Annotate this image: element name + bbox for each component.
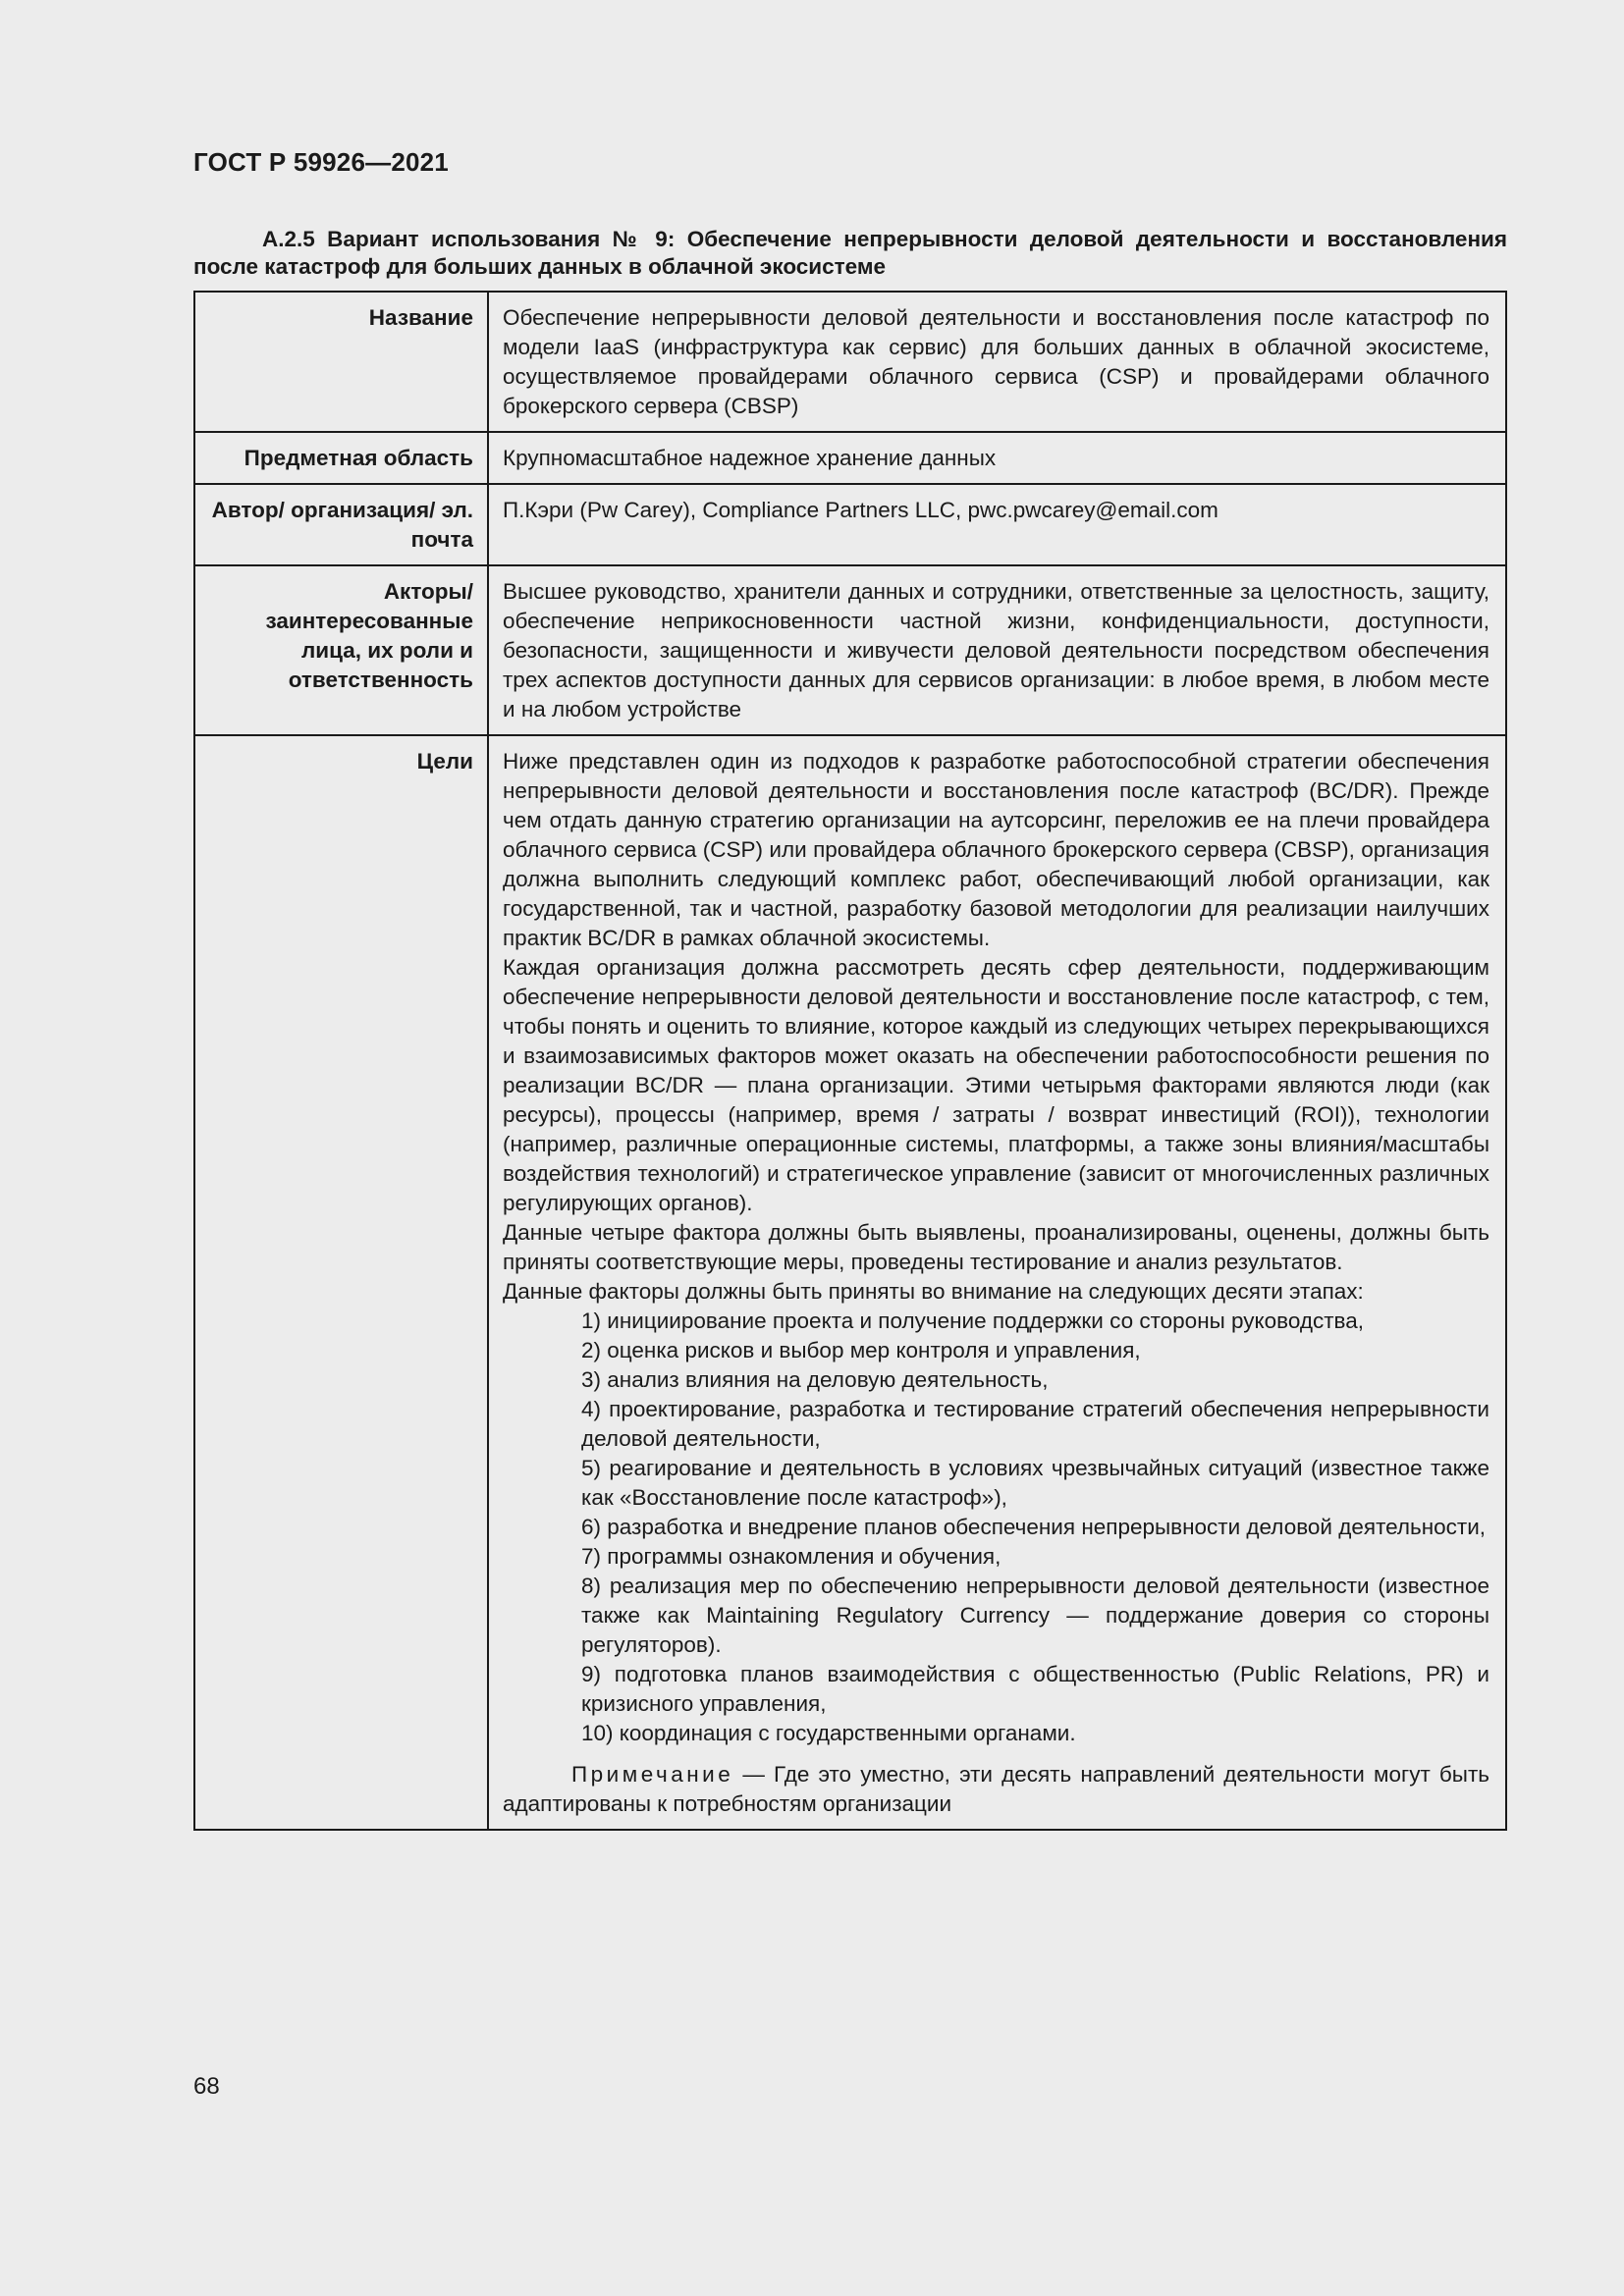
section-title: А.2.5 Вариант использования № 9: Обеспечение непрерывности деловой деятельности и восстановления после катастроф для больших данных в облачной экосистеме — [193, 227, 1507, 279]
page-number: 68 — [193, 2073, 220, 2100]
list-item: 6) разработка и внедрение планов обеспечения непрерывности деловой деятельности, — [581, 1515, 1487, 1539]
list-item: 4) проектирование, разработка и тестирование стратегий обеспечения непрерывности деловой деятельности, — [581, 1397, 1489, 1451]
document-header: ГОСТ Р 59926—2021 — [193, 147, 449, 177]
goals-paragraph: Ниже представлен один из подходов к разработке работоспособной стратегии обеспечения непрерывности деловой деятельности и восстановления после катастроф (BC/DR). Прежде чем отдать данную стратегию организации на аутсорсинг, переложив ее на плечи провайдера облачного сервиса (CSP) или провайдера облачного брокерского сервера (CBSP), организация должна выполнить следующий комплекс работ, обеспечивающий любой организации, как государственной, так и частной, разработку базовой методологии для реализации наилучших практик BC/DR в рамках облачной экосистемы. — [503, 749, 1489, 950]
note-text: — Где это уместно, эти десять направлений деятельности могут быть адаптированы к потребностям организации — [503, 1762, 1489, 1816]
goals-paragraph: Данные факторы должны быть приняты во внимание на следующих десяти этапах: — [503, 1279, 1364, 1304]
list-item: 5) реагирование и деятельность в условиях чрезвычайных ситуаций (известное также как «Восстановление после катастроф»), — [581, 1456, 1489, 1510]
row-label-goals: Цели — [194, 735, 488, 1830]
table-row — [194, 292, 1506, 432]
goals-paragraph: Каждая организация должна рассмотреть десять сфер деятельности, поддерживающим обеспечение непрерывности деловой деятельности и восстановление после катастроф, с тем, чтобы понять и оценить то влияние, которое каждый из следующих четырех перекрывающихся и взаимозависимых факторов может оказать на обеспечении работоспособности решения по реализации BC/DR — плана организации. Этими четырьмя факторами являются люди (как ресурсы), процессы (например, время / затраты / возврат инвестиций (ROI)), технологии (например, различные операционные системы, платформы, а также зоны влияния/масштабы воздействия технологий) и стратегическое управление (зависит от многочисленных различных регулирующих органов). — [503, 955, 1489, 1215]
list-item: 10) координация с государственными органами. — [581, 1721, 1076, 1745]
table-row — [194, 565, 1506, 735]
use-case-table — [193, 291, 1507, 1831]
table-row — [194, 735, 1506, 1830]
list-item: 1) инициирование проекта и получение поддержки со стороны руководства, — [581, 1308, 1365, 1333]
steps-list — [503, 1307, 1489, 1748]
row-value-name: Обеспечение непрерывности деловой деятельности и восстановления после катастроф по модели IaaS (инфраструктура как сервис) для больших данных в облачной экосистеме, осуществляемое провайдерами облачного сервиса (CSP) и провайдерами облачного брокерского сервера (CBSP) — [488, 292, 1506, 432]
row-value-goals — [488, 735, 1506, 1830]
note — [503, 1760, 1489, 1819]
row-value-author: П.Кэри (Pw Carey), Compliance Partners LLC, pwc.pwcarey@email.com — [488, 484, 1506, 565]
list-item: 9) подготовка планов взаимодействия с общественностью (Public Relations, PR) и кризисного управления, — [581, 1662, 1489, 1716]
table-row — [194, 484, 1506, 565]
list-item: 8) реализация мер по обеспечению непрерывности деловой деятельности (известное также как Maintaining Regulatory Currency — поддержание доверия со стороны регуляторов). — [581, 1574, 1489, 1657]
goals-paragraph: Данные четыре фактора должны быть выявлены, проанализированы, оценены, должны быть приняты соответствующие меры, проведены тестирование и анализ результатов. — [503, 1220, 1489, 1274]
list-item: 3) анализ влияния на деловую деятельность, — [581, 1367, 1049, 1392]
table-row — [194, 432, 1506, 484]
list-item: 2) оценка рисков и выбор мер контроля и управления, — [581, 1338, 1141, 1362]
row-label-domain: Предметная область — [194, 432, 488, 484]
row-value-actors: Высшее руководство, хранители данных и сотрудники, ответственные за целостность, защиту, обеспечение неприкосновенности частной жизни, конфиденциальности, доступности, безопасности, защищенности и живучести деловой деятельности посредством обеспечения трех аспектов доступности данных для сервисов организации: в любое время, в любом месте и на любом устройстве — [488, 565, 1506, 735]
row-label-author: Автор/ организация/ эл. почта — [194, 484, 488, 565]
row-label-actors: Акторы/ заинтересованные лица, их роли и ответственность — [194, 565, 488, 735]
note-label: Примечание — [571, 1762, 734, 1787]
list-item: 7) программы ознакомления и обучения, — [581, 1544, 1001, 1569]
row-label-name: Название — [194, 292, 488, 432]
row-value-domain: Крупномасштабное надежное хранение данных — [488, 432, 1506, 484]
